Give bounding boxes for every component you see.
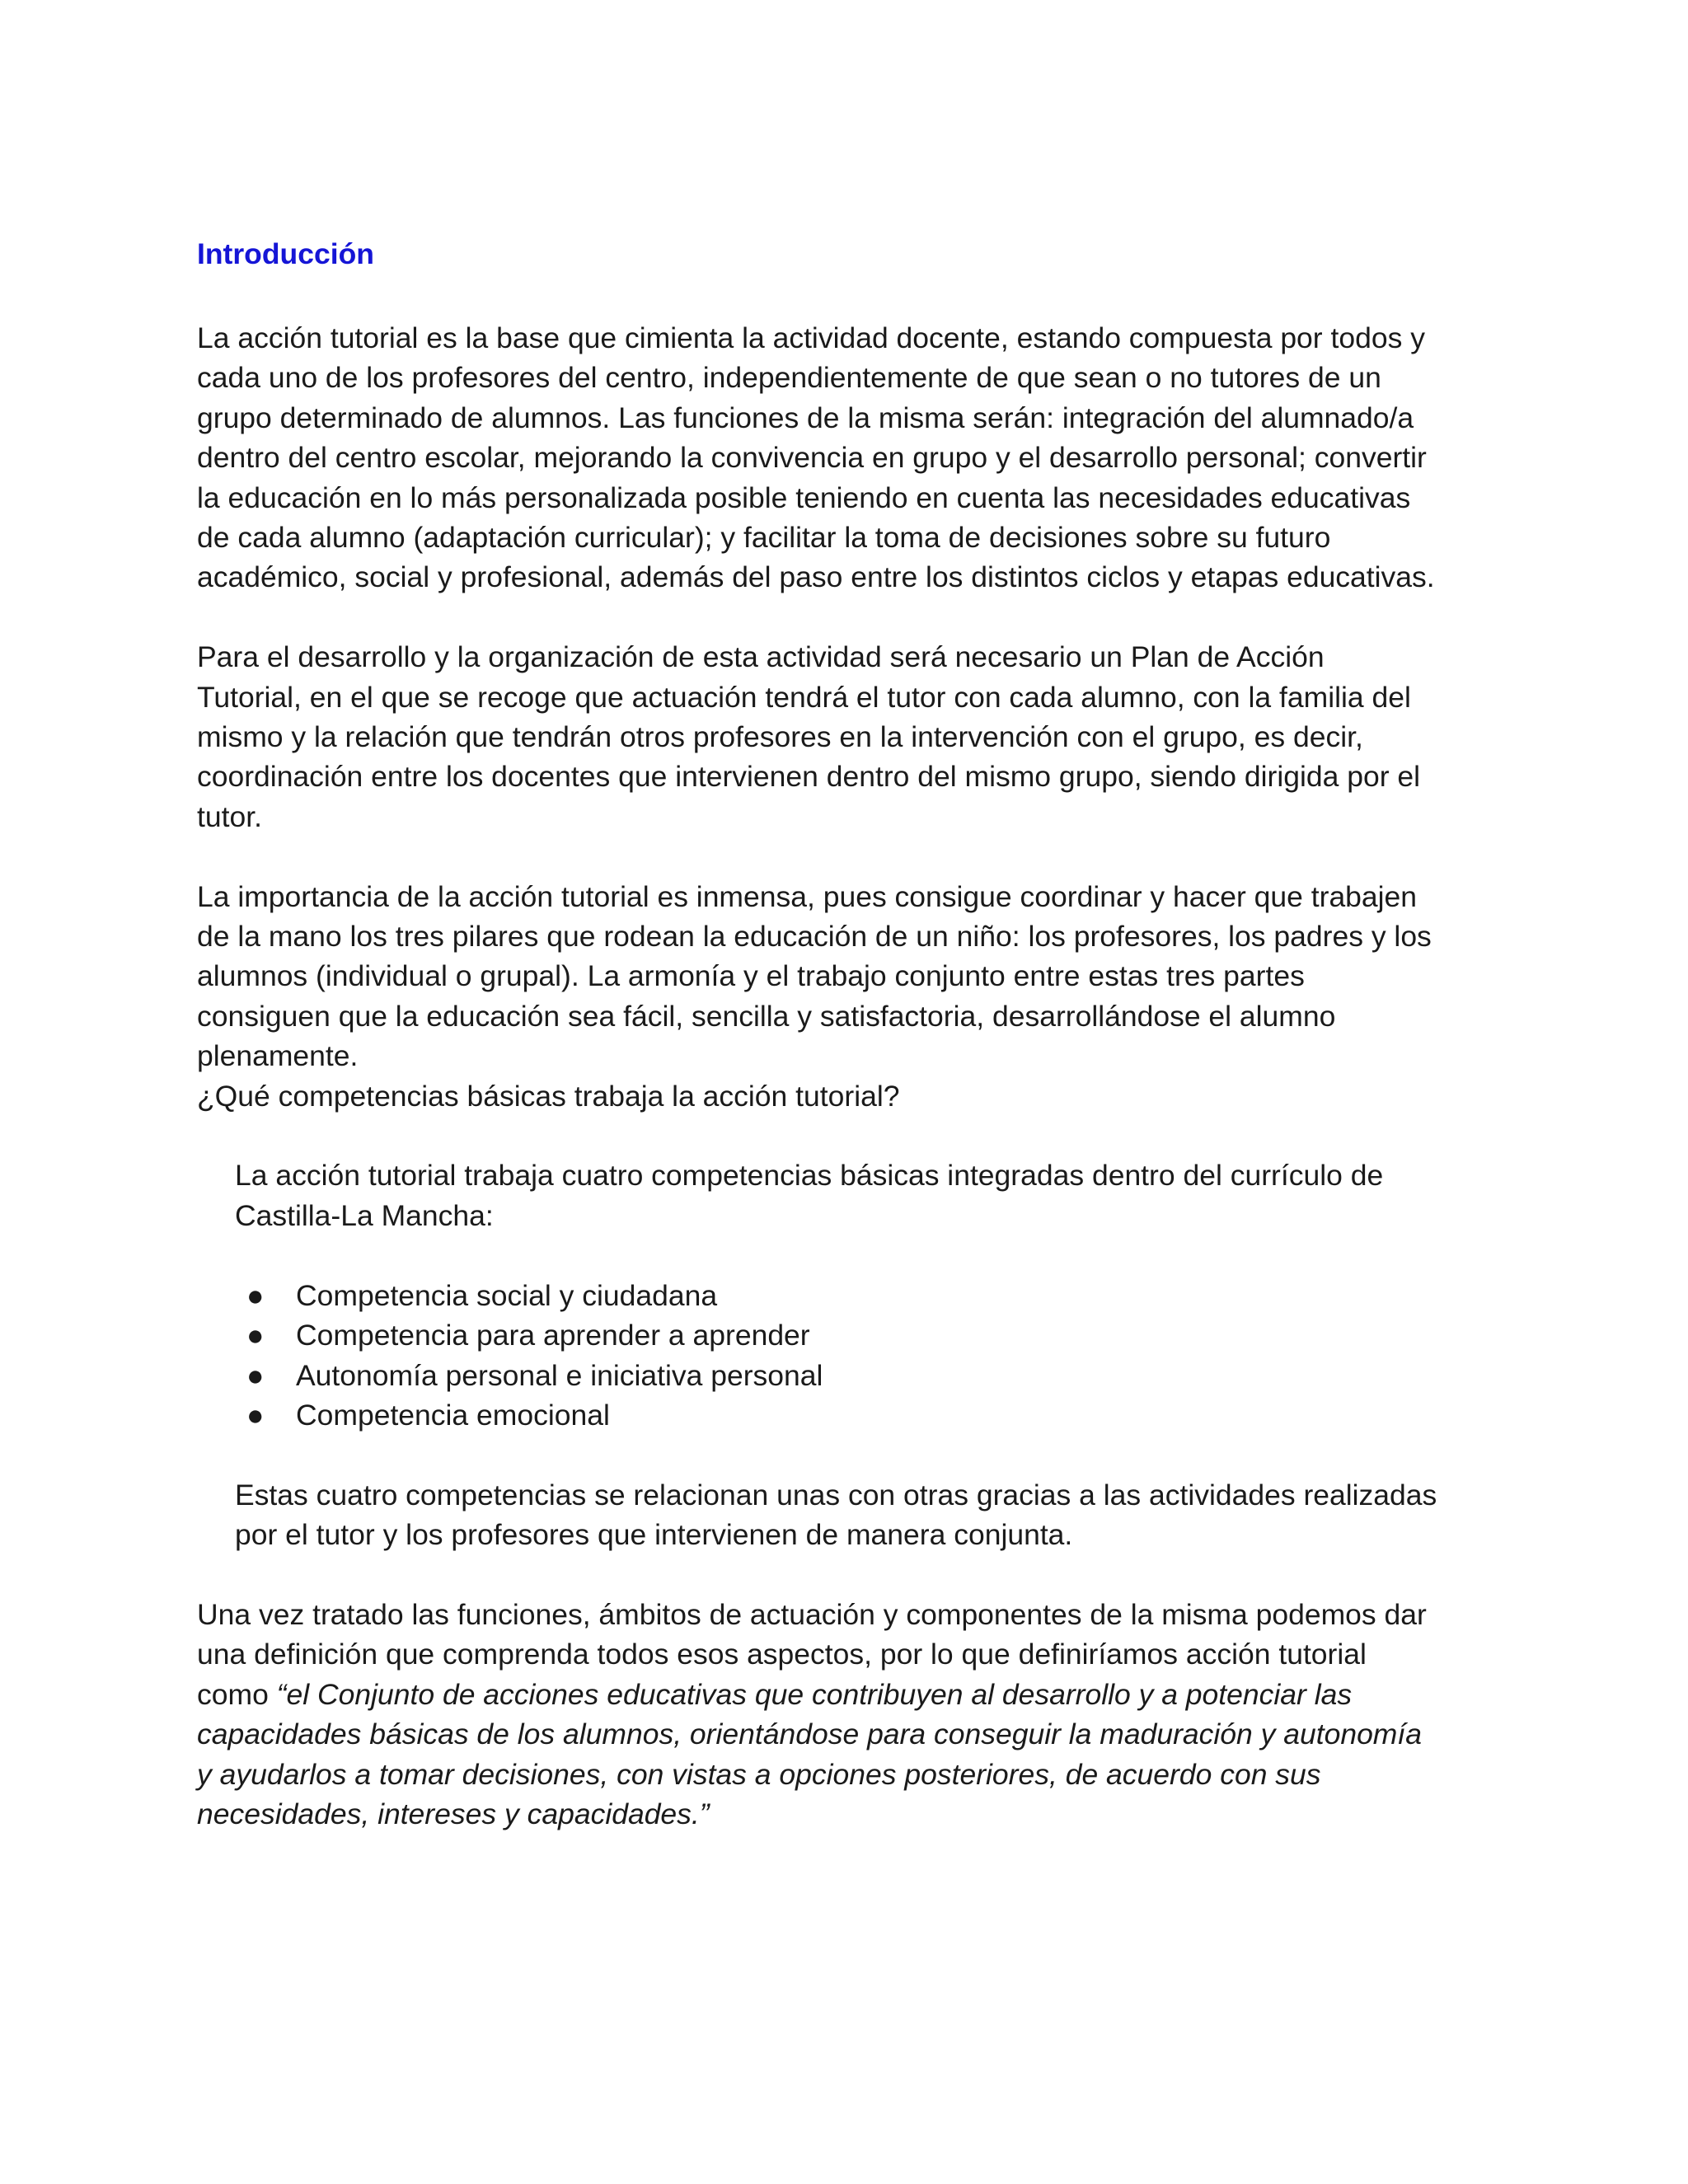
paragraph-gap — [197, 1235, 1516, 1275]
text-line: la educación en lo más personalizada posible teniendo en cuenta las necesidades educativas — [197, 480, 1411, 514]
text-line: de la mano los tres pilares que rodean la educación de un niño: los profesores, los padres y los — [197, 920, 1432, 954]
list-item-label: Competencia social y ciudadana — [296, 1278, 718, 1312]
text-line: de cada alumno (adaptación curricular); y facilitar la toma de decisiones sobre su futuro — [197, 521, 1331, 555]
text-line: Estas cuatro competencias se relacionan unas con otras gracias a las actividades realizadas — [235, 1478, 1437, 1511]
text-line: La acción tutorial trabaja cuatro competencias básicas integradas dentro del currículo de — [235, 1159, 1384, 1193]
list-item-label: Competencia para aprender a aprender — [296, 1319, 810, 1352]
text-line: La importancia de la acción tutorial es inmensa, pues consigue coordinar y hacer que trabajen — [197, 879, 1418, 913]
paragraph-gap — [197, 1555, 1516, 1595]
bullet-icon: ● — [246, 1398, 265, 1432]
text-line: grupo determinado de alumnos. Las funciones de la misma serán: integración del alumnado/a — [197, 401, 1414, 434]
text-line: Tutorial, en el que se recoge que actuación tendrá el tutor con cada alumno, con la familia del — [197, 680, 1411, 714]
text-line: una definición que comprenda todos esos aspectos, por lo que definiríamos acción tutorial — [197, 1638, 1367, 1671]
text-fragment: como — [197, 1677, 277, 1711]
bullet-icon: ● — [246, 1319, 265, 1352]
bullet-icon: ● — [246, 1358, 265, 1392]
text-line: Una vez tratado las funciones, ámbitos de actuación y componentes de la misma podemos dar — [197, 1597, 1427, 1631]
definition-quote: “el Conjunto de acciones educativas que contribuyen al desarrollo y a potenciar las — [276, 1677, 1353, 1711]
text-line: dentro del centro escolar, mejorando la convivencia en grupo y el desarrollo personal; convertir — [197, 441, 1427, 475]
section-heading: Introducción — [197, 237, 374, 270]
paragraph-gap — [197, 1116, 1516, 1155]
text-line: mismo y la relación que tendrán otros profesores en la intervención con el grupo, es decir, — [197, 720, 1363, 754]
list-item-label: Competencia emocional — [296, 1398, 610, 1432]
bullet-icon: ● — [246, 1278, 265, 1312]
text-line: Castilla-La Mancha: — [235, 1198, 494, 1232]
text-line: cada uno de los profesores del centro, independientemente de que sean o no tutores de un — [197, 361, 1381, 395]
definition-quote: necesidades, intereses y capacidades.” — [197, 1797, 710, 1830]
paragraph-competencies-intro — [197, 1155, 1516, 1235]
list-item-label: Autonomía personal e iniciativa personal — [296, 1358, 823, 1392]
definition-quote: y ayudarlos a tomar decisiones, con vistas a opciones posteriores, de acuerdo con sus — [197, 1757, 1321, 1791]
paragraph-importance — [197, 877, 1516, 1076]
paragraph-gap — [197, 1435, 1516, 1474]
paragraph-plan — [197, 637, 1516, 837]
definition-quote: capacidades básicas de los alumnos, orientándose para conseguir la maduración y autonomía — [197, 1718, 1422, 1751]
paragraph-competencies-relation — [197, 1475, 1516, 1555]
paragraph-tutorial-action — [197, 318, 1516, 598]
list-item — [235, 1276, 1516, 1315]
list-item — [235, 1356, 1516, 1395]
text-line: plenamente. — [197, 1039, 359, 1073]
text-line: consiguen que la educación sea fácil, sencilla y satisfactoria, desarrollándose el alumno — [197, 999, 1336, 1033]
question-line: ¿Qué competencias básicas trabaja la acción tutorial? — [197, 1079, 900, 1113]
text-line: alumnos (individual o grupal). La armonía y el trabajo conjunto entre estas tres partes — [197, 959, 1305, 993]
paragraph-gap — [197, 837, 1516, 876]
text-line: coordinación entre los docentes que intervienen dentro del mismo grupo, siendo dirigida por el — [197, 760, 1421, 794]
paragraph-gap — [197, 598, 1516, 637]
text-line: académico, social y profesional, además del paso entre los distintos ciclos y etapas educativas. — [197, 560, 1435, 594]
text-line: tutor. — [197, 799, 262, 833]
document-page — [197, 229, 1516, 1834]
list-item — [235, 1315, 1516, 1355]
list-item — [235, 1395, 1516, 1435]
competencies-list — [197, 1276, 1516, 1436]
text-line: Para el desarrollo y la organización de esta actividad será necesario un Plan de Acción — [197, 640, 1325, 674]
paragraph-definition — [197, 1595, 1516, 1834]
text-line: por el tutor y los profesores que intervienen de manera conjunta. — [235, 1518, 1073, 1552]
text-line: La acción tutorial es la base que cimienta la actividad docente, estando compuesta por todos y — [197, 321, 1425, 354]
